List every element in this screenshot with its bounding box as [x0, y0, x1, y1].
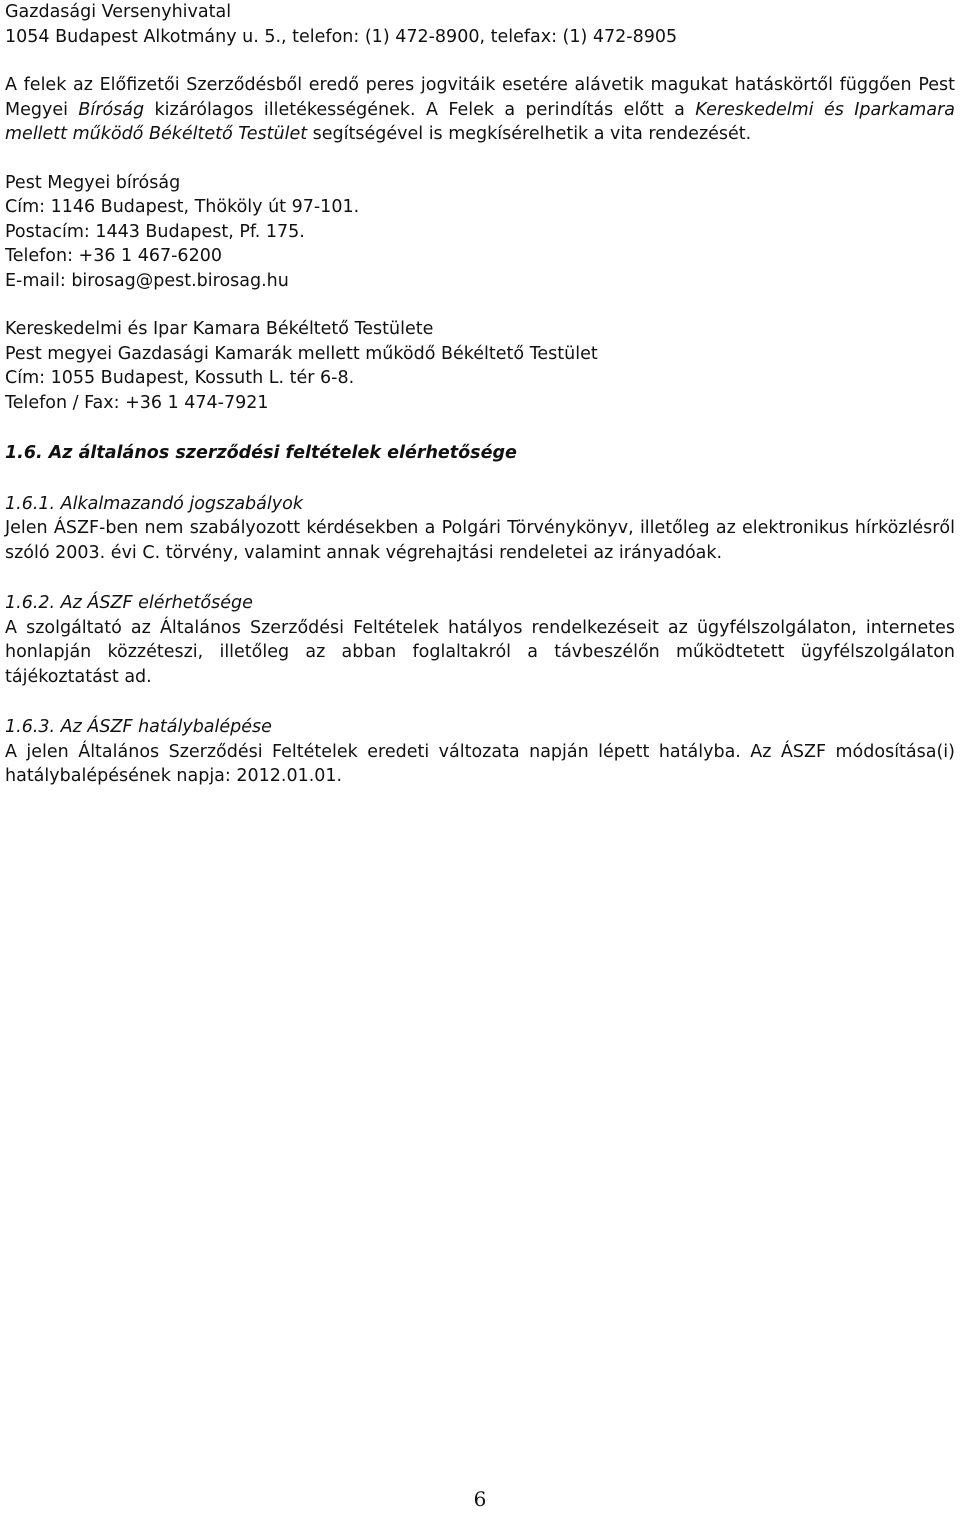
- court-address: Cím: 1146 Budapest, Thököly út 97-101.: [5, 197, 360, 217]
- authority-contact: 1054 Budapest Alkotmány u. 5., telefon: (1) 472-8900, telefax: (1) 472-8905: [5, 26, 678, 47]
- section-text-1-6-2: A szolgáltató az Általános Szerződési Feltételek hatályos rendelkezéseit az ügyfélszolgálaton, internetes honlapján közzéteszi, illetőleg az abban foglaltakról a távbeszélőn működtetett ügyfélszolgálaton tájékoztatást ad.: [5, 617, 955, 687]
- board-name: Kereskedelmi és Ipar Kamara Békéltető Testülete: [5, 319, 434, 339]
- authority-name: Gazdasági Versenyhivatal: [5, 2, 232, 22]
- court-phone: Telefon: +36 1 467-6200: [5, 246, 222, 266]
- jurisdiction-text-2: kizárólagos illetékességének. A Felek a perindítás előtt a: [144, 99, 696, 120]
- jurisdiction-text-3: segítségével is megkísérelhetik a vita rendezését.: [307, 124, 752, 144]
- jurisdiction-text-1: A felek az Előfizetői Szerződésből eredő peres jogvitáik esetére alávetik magukat hatáskörtől függően Pest Megyei: [5, 75, 955, 120]
- court-postal-address: Postacím: 1443 Budapest, Pf. 175.: [5, 221, 305, 242]
- board-subname: Pest megyei Gazdasági Kamarák mellett működő Békéltető Testület: [5, 343, 598, 364]
- section-heading-1-6-3: 1.6.3. Az ÁSZF hatálybalépése: [5, 717, 272, 737]
- court-email: E-mail: birosag@pest.birosag.hu: [5, 270, 289, 291]
- court-contact-block: [5, 171, 955, 294]
- section-heading-1-6-1: 1.6.1. Alkalmazandó jogszabályok: [5, 493, 303, 514]
- court-name: Pest Megyei bíróság: [5, 172, 181, 193]
- section-text-1-6-1: Jelen ÁSZF-ben nem szabályozott kérdésekben a Polgári Törvénykönyv, illetőleg az elektronikus hírközlésről szóló 2003. évi C. törvény, valamint annak végrehajtási rendeletei az irányadóak.: [5, 518, 955, 563]
- page-number: 6: [473, 1487, 487, 1511]
- jurisdiction-court-term: Bíróság: [78, 99, 145, 120]
- section-text-1-6-3: A jelen Általános Szerződési Feltételek eredeti változata napján lépett hatályba. Az ÁSZF módosítása(i) hatálybalépésének napja: 2012.01.01.: [5, 741, 955, 786]
- document-page: [5, 0, 955, 789]
- board-address: Cím: 1055 Budapest, Kossuth L. tér 6-8.: [5, 368, 355, 388]
- board-phone: Telefon / Fax: +36 1 474-7921: [5, 392, 269, 413]
- jurisdiction-paragraph: [5, 73, 955, 147]
- board-contact-block: [5, 317, 955, 415]
- jurisdiction-board-term: Kereskedelmi és Iparkamara mellett működő Békéltető Testület: [5, 99, 955, 144]
- section-heading-1-6-2: 1.6.2. Az ÁSZF elérhetősége: [5, 593, 253, 613]
- section-heading-1-6: 1.6. Az általános szerződési feltételek elérhetősége: [5, 443, 517, 463]
